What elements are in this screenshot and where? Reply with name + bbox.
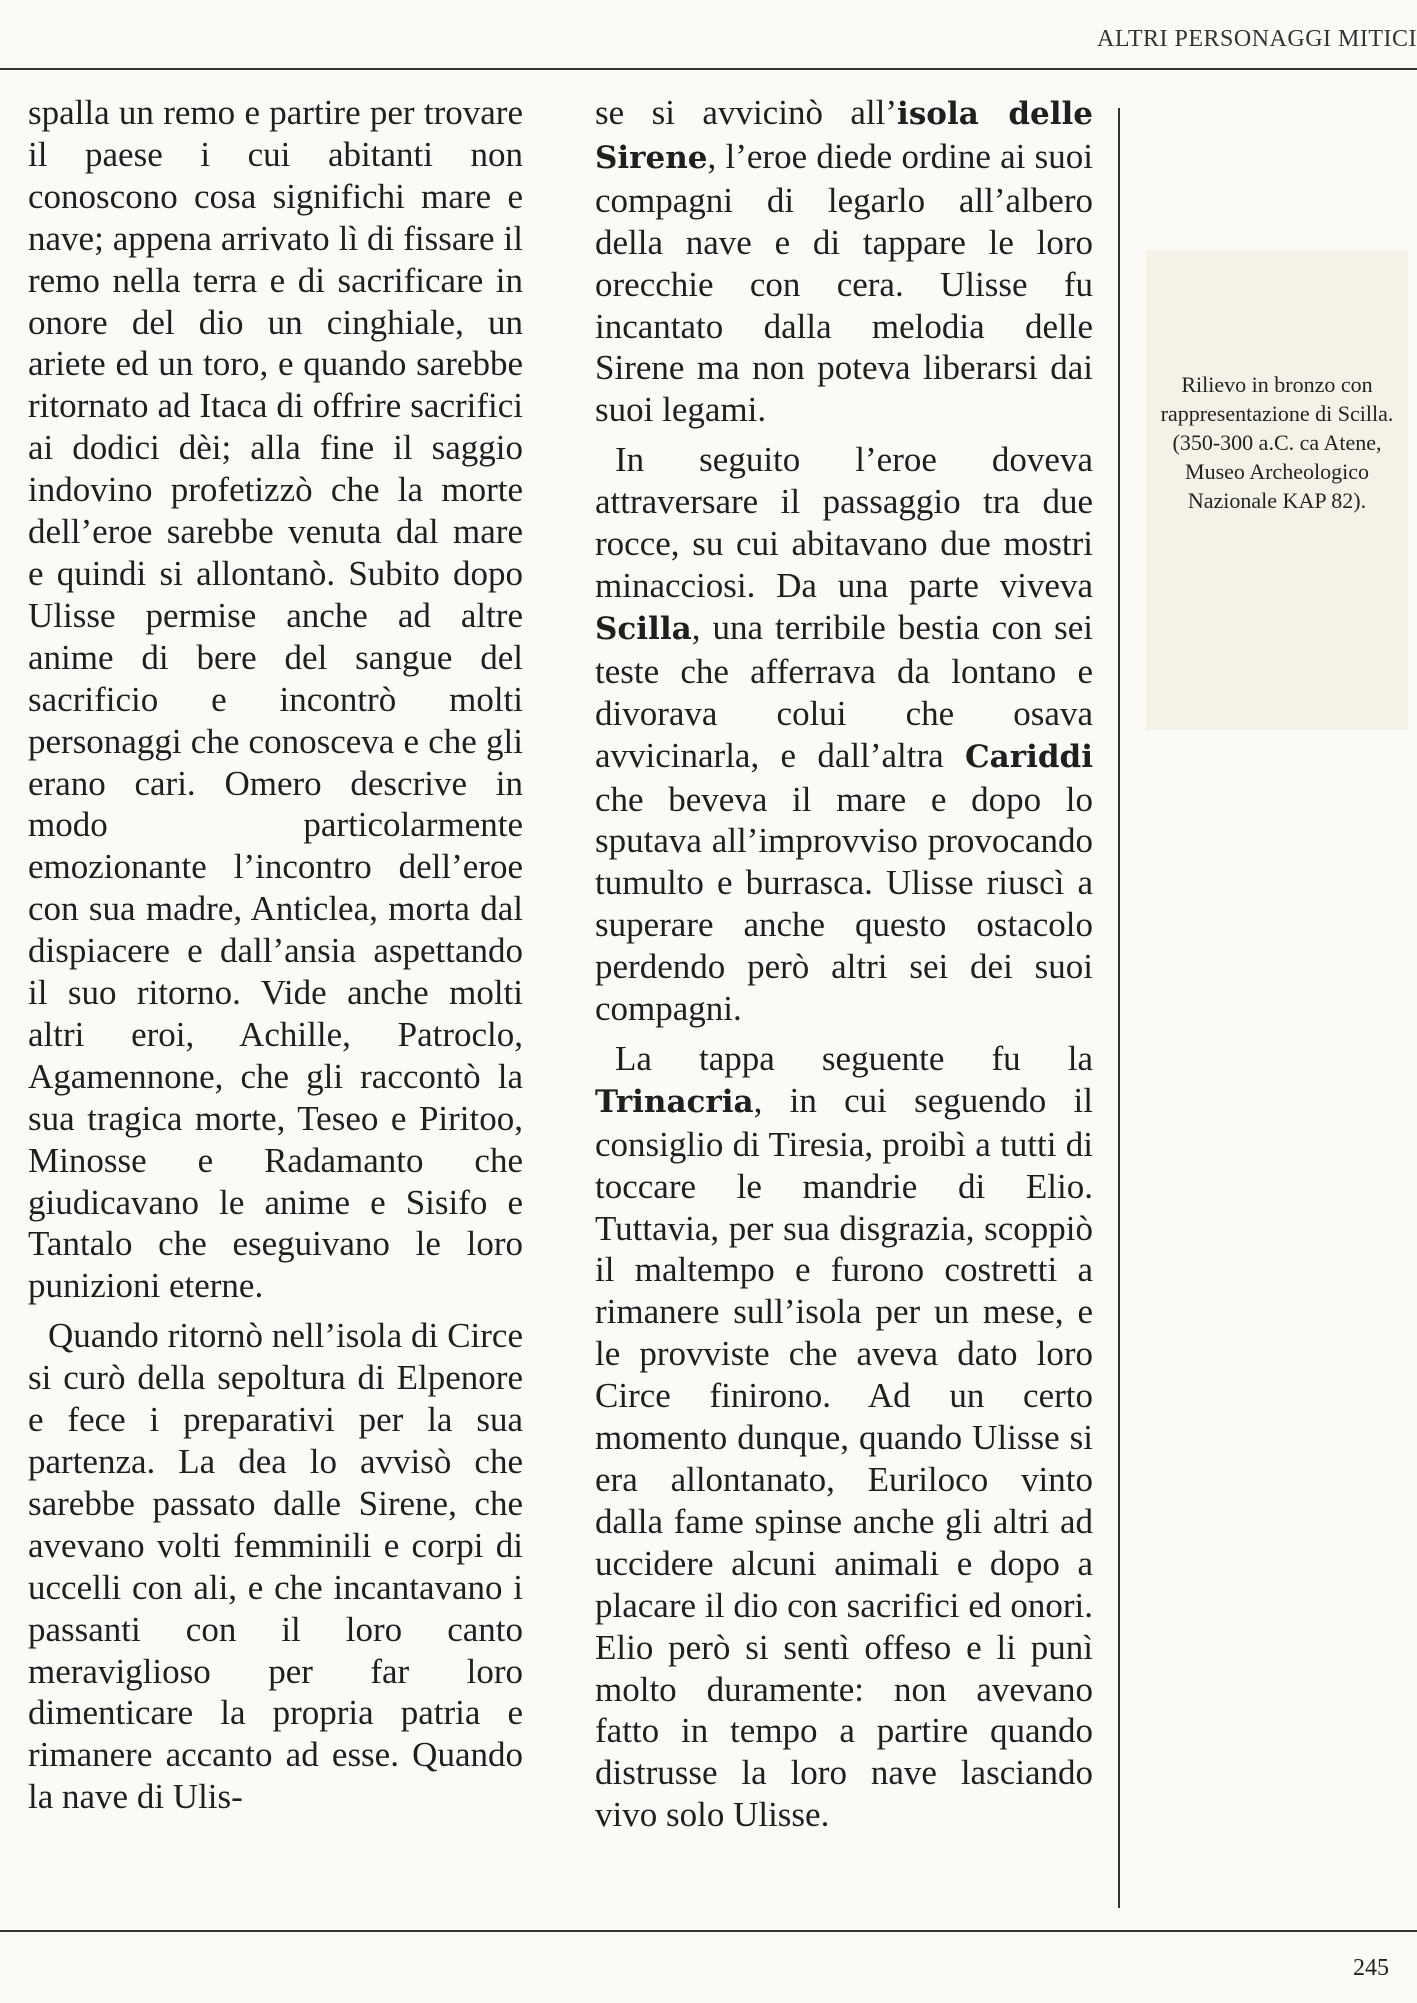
bold-term: isola delle Sirene: [595, 96, 1093, 176]
paragraph: [595, 439, 1093, 1030]
text-run: , l’eroe diede ordine ai suoi compagni di legarlo all’albero della nave e di tappare le loro orecchie con cera. Ulisse fu incantato dalla melodia delle Sirene ma non poteva liberarsi dai suoi legami.: [595, 136, 1093, 430]
caption-box: [1146, 250, 1408, 730]
bold-term: Trinacria: [595, 1083, 754, 1120]
running-header: [0, 26, 1417, 66]
page-number: 245: [1353, 1955, 1389, 1981]
text-run: se si avvicinò all’: [595, 93, 898, 132]
text-run: La tappa seguente fu la: [615, 1038, 1093, 1078]
header-rule: [0, 68, 1417, 70]
paragraph: [595, 92, 1093, 431]
paragraph: spalla un remo e partire per trovare il paese i cui abitanti non conoscono cosa significhi mare e nave; appena arrivato lì di fissare il remo nella terra e di sacrificare in onore del dio un cinghiale, un ariete ed un toro, e quando sarebbe ritornato ad Itaca di offrire sacrifici ai dodici dèi; alla fine il saggio indovino profetizzò che la morte dell’eroe sarebbe venuta dal mare e quindi si allontanò. Subito dopo Ulisse permise anche ad altre anime di bere del sangue del sacrificio e incontrò molti personaggi che conosceva e che gli erano cari. Omero descrive in modo particolarmente emozionante l’incontro dell’eroe con sua madre, Anticlea, morta dal dispiacere e dall’ansia aspettando il suo ritorno. Vide anche molti altri eroi, Achille, Patroclo, Agamennone, che gli raccontò la sua tragica morte, Teseo e Piritoo, Minosse e Radamanto che giudicavano le anime e Sisifo e Tantalo che eseguivano le loro punizioni eterne.: [28, 93, 523, 1306]
paragraph: Quando ritornò nell’isola di Circe si curò della sepoltura di Elpenore e fece i preparativi per la sua partenza. La dea lo avvisò che sarebbe passato dalle Sirene, che avevano volti femminili e corpi di uccelli con ali, e che incantavano i passanti con il loro canto meraviglioso per far loro dimenticare la propria patria e rimanere accanto ad esse. Quando la nave di Ulis-: [28, 1316, 523, 1817]
footer-rule: [0, 1930, 1417, 1932]
header-title: ALTRI PERSONAGGI MITICI: [1097, 26, 1417, 52]
text-run: , in cui seguendo il consiglio di Tiresia, proibì a tutti di toccare le mandrie di Elio. Tuttavia, per sua disgrazia, scoppiò il maltempo e furono costretti a rimanere sull’isola per un mese, e le provviste che aveva dato loro Circe finirono. Ad un certo momento dunque, quando Ulisse si era allontanato, Euriloco vinto dalla fame spinse anche gli altri ad uccidere alcuni animali e dopo a placare il dio con sacrifici ed onori. Elio però si sentì offeso e li punì molto duramente: non avevano fatto in tempo a partire quando distrusse la loro nave lasciando vivo solo Ulisse.: [595, 1080, 1093, 1835]
figure-caption: Rilievo in bronzo con rappresentazione di Scilla. (350-300 a.C. ca Atene, Museo Archeologico Nazionale KAP 82).: [1160, 372, 1394, 513]
column-divider: [1118, 108, 1120, 1908]
bold-term: Cariddi: [965, 738, 1093, 775]
text-run: che beveva il mare e dopo lo sputava all’improvviso provocando tumulto e burrasca. Ulisse riuscì a superare anche questo ostacolo perdendo però altri sei dei suoi compagni.: [595, 779, 1093, 1029]
text-run: , una terribile bestia con sei teste che afferrava da lontano e divorava colui che osava avvicinarla, e dall’altra: [595, 607, 1093, 775]
text-column-left: [28, 92, 523, 1818]
paragraph: [595, 1038, 1093, 1836]
bold-term: Scilla: [595, 610, 692, 647]
text-run: In seguito l’eroe doveva attraversare il passaggio tra due rocce, su cui abitavano due mostri minacciosi. Da una parte viveva: [595, 440, 1093, 605]
text-column-middle: [595, 92, 1093, 1836]
